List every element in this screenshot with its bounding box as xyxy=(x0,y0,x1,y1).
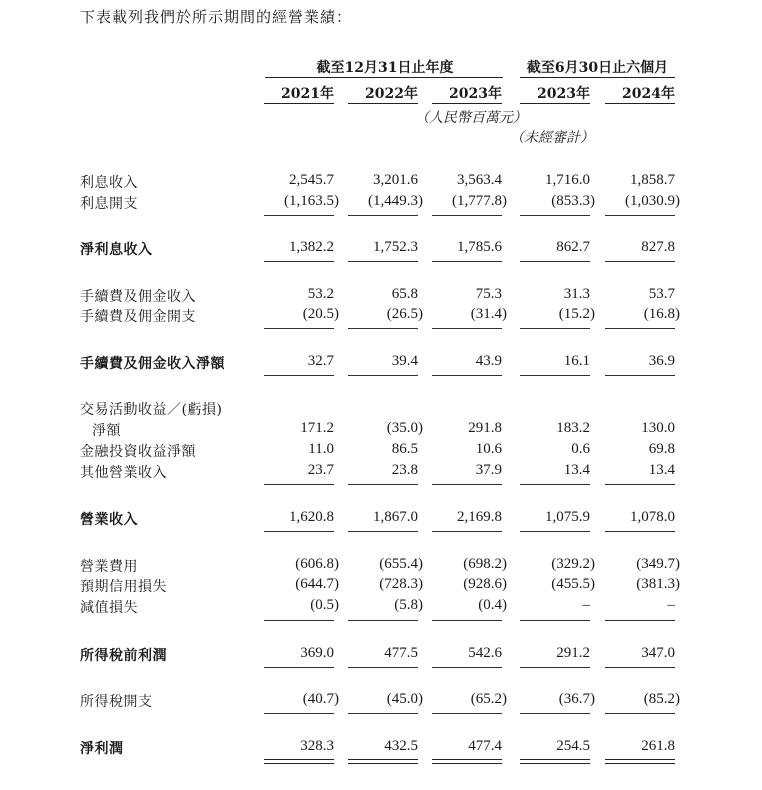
subtotal-rule xyxy=(264,713,334,714)
cell: 37.9 xyxy=(475,462,502,478)
subtotal-rule xyxy=(520,328,590,329)
row-label: 金融投資收益淨額 xyxy=(80,444,196,460)
header-rule xyxy=(264,103,334,104)
subtotal-rule xyxy=(264,328,334,329)
header-rule xyxy=(432,103,502,104)
cell: 369.0 xyxy=(300,645,334,661)
cell: (381.3) xyxy=(636,576,680,592)
cell: 183.2 xyxy=(556,420,590,436)
subtotal-rule xyxy=(348,531,418,532)
cell: 2,169.8 xyxy=(457,509,502,525)
subtotal-rule xyxy=(432,215,502,216)
cell: 1,620.8 xyxy=(289,509,334,525)
cell: (5.8) xyxy=(394,597,423,613)
row-label: 營業收入 xyxy=(80,512,138,528)
subtotal-rule xyxy=(264,531,334,532)
subtotal-rule xyxy=(432,484,502,485)
cell: 39.4 xyxy=(391,353,418,369)
cell: 86.5 xyxy=(391,441,418,457)
subtotal-rule xyxy=(605,531,675,532)
row-label: 其他營業收入 xyxy=(80,465,167,481)
cell: (349.7) xyxy=(636,556,680,572)
cell: (20.5) xyxy=(302,306,339,322)
cell: (1,030.9) xyxy=(625,193,680,209)
subtotal-rule xyxy=(432,713,502,714)
subtotal-rule xyxy=(264,620,334,621)
cell: (1,449.3) xyxy=(368,193,423,209)
row-label: 淨額 xyxy=(92,423,121,439)
row-label: 交易活動收益／(虧損) xyxy=(80,402,223,418)
cell: 254.5 xyxy=(556,738,590,754)
subtotal-rule xyxy=(605,375,675,376)
cell: 1,785.6 xyxy=(457,239,502,255)
cell: (26.5) xyxy=(386,306,423,322)
cell: 43.9 xyxy=(475,353,502,369)
cell: 10.6 xyxy=(475,441,502,457)
cell: (329.2) xyxy=(551,556,595,572)
total-double-rule xyxy=(264,759,334,764)
cell: (455.5) xyxy=(551,576,595,592)
header-year-2022: 2022年 xyxy=(365,86,418,102)
cell: 347.0 xyxy=(641,645,675,661)
subtotal-rule xyxy=(520,261,590,262)
intro-text: 下表載列我們於所示期間的經營業績： xyxy=(80,8,353,26)
total-double-rule xyxy=(348,759,418,764)
row-label: 預期信用損失 xyxy=(80,579,167,595)
cell: 171.2 xyxy=(300,420,334,436)
header-rule xyxy=(605,103,675,104)
row-label: 手續費及佣金收入 xyxy=(80,289,196,305)
cell: (40.7) xyxy=(302,691,339,707)
cell: (655.4) xyxy=(379,556,423,572)
cell: (36.7) xyxy=(558,691,595,707)
header-rule xyxy=(520,103,590,104)
subtotal-rule xyxy=(432,531,502,532)
cell: 1,382.2 xyxy=(289,239,334,255)
cell: 328.3 xyxy=(300,738,334,754)
row-label: 利息開支 xyxy=(80,196,138,212)
subtotal-rule xyxy=(264,484,334,485)
cell: (85.2) xyxy=(643,691,680,707)
cell: 1,858.7 xyxy=(630,172,675,188)
cell: 477.4 xyxy=(468,738,502,754)
subtotal-rule xyxy=(520,667,590,668)
subtotal-rule xyxy=(432,261,502,262)
row-label: 手續費及佣金收入淨額 xyxy=(80,356,225,372)
cell: 53.2 xyxy=(307,286,334,302)
header-year-2023: 2023年 xyxy=(449,86,502,102)
subtotal-rule xyxy=(605,328,675,329)
cell: (1,163.5) xyxy=(284,193,339,209)
subtotal-rule xyxy=(605,667,675,668)
cell: 261.8 xyxy=(641,738,675,754)
subtotal-rule xyxy=(520,375,590,376)
cell: 291.8 xyxy=(468,420,502,436)
cell: 542.6 xyxy=(468,645,502,661)
cell: (853.3) xyxy=(551,193,595,209)
cell: 1,867.0 xyxy=(373,509,418,525)
row-label: 營業費用 xyxy=(80,559,138,575)
subtotal-rule xyxy=(264,667,334,668)
total-double-rule xyxy=(520,759,590,764)
cell: 53.7 xyxy=(648,286,675,302)
cell: 0.6 xyxy=(571,441,590,457)
subtotal-rule xyxy=(432,620,502,621)
header-halfyear-group: 截至6月30日止六個月 xyxy=(526,60,669,76)
row-label: 淨利潤 xyxy=(80,741,124,757)
header-halfyear-group-rule xyxy=(520,77,675,78)
subtotal-rule xyxy=(348,215,418,216)
currency-unit: （人民幣百萬元） xyxy=(415,110,527,126)
cell: (31.4) xyxy=(470,306,507,322)
subtotal-rule xyxy=(432,667,502,668)
cell: 11.0 xyxy=(308,441,334,457)
subtotal-rule xyxy=(348,713,418,714)
cell: 23.8 xyxy=(391,462,418,478)
cell: 16.1 xyxy=(563,353,590,369)
cell: (0.5) xyxy=(310,597,339,613)
total-double-rule xyxy=(432,759,502,764)
header-year-group: 截至12月31日止年度 xyxy=(316,60,454,76)
subtotal-rule xyxy=(264,261,334,262)
cell: (644.7) xyxy=(295,576,339,592)
cell: (698.2) xyxy=(463,556,507,572)
subtotal-rule xyxy=(520,531,590,532)
subtotal-rule xyxy=(520,620,590,621)
cell: 31.3 xyxy=(563,286,590,302)
cell: 36.9 xyxy=(648,353,675,369)
row-label: 利息收入 xyxy=(80,175,138,191)
cell: (35.0) xyxy=(386,420,423,436)
header-rule xyxy=(348,103,418,104)
subtotal-rule xyxy=(264,375,334,376)
cell: (0.4) xyxy=(478,597,507,613)
cell: 2,545.7 xyxy=(289,172,334,188)
cell: 1,075.9 xyxy=(545,509,590,525)
cell: – xyxy=(582,597,590,613)
subtotal-rule xyxy=(432,375,502,376)
subtotal-rule xyxy=(432,328,502,329)
subtotal-rule xyxy=(348,375,418,376)
cell: 291.2 xyxy=(556,645,590,661)
cell: 65.8 xyxy=(391,286,418,302)
cell: 3,563.4 xyxy=(457,172,502,188)
cell: 32.7 xyxy=(307,353,334,369)
row-label: 減值損失 xyxy=(80,600,138,616)
cell: (928.6) xyxy=(463,576,507,592)
cell: (65.2) xyxy=(470,691,507,707)
cell: (728.3) xyxy=(379,576,423,592)
cell: 13.4 xyxy=(563,462,590,478)
header-year-2021: 2021年 xyxy=(281,86,334,102)
subtotal-rule xyxy=(348,620,418,621)
cell: 130.0 xyxy=(641,420,675,436)
cell: 1,716.0 xyxy=(545,172,590,188)
row-label: 所得稅開支 xyxy=(80,694,153,710)
subtotal-rule xyxy=(348,328,418,329)
cell: 827.8 xyxy=(641,239,675,255)
cell: (1,777.8) xyxy=(452,193,507,209)
subtotal-rule xyxy=(348,484,418,485)
cell: – xyxy=(667,597,675,613)
subtotal-rule xyxy=(605,620,675,621)
header-year-group-rule xyxy=(265,77,503,78)
subtotal-rule xyxy=(520,713,590,714)
cell: 69.8 xyxy=(648,441,675,457)
subtotal-rule xyxy=(264,215,334,216)
subtotal-rule xyxy=(605,484,675,485)
cell: 3,201.6 xyxy=(373,172,418,188)
subtotal-rule xyxy=(605,261,675,262)
row-label: 淨利息收入 xyxy=(80,242,153,258)
cell: 432.5 xyxy=(384,738,418,754)
cell: 477.5 xyxy=(384,645,418,661)
audit-note: （未經審計） xyxy=(510,130,594,146)
subtotal-rule xyxy=(520,215,590,216)
cell: (45.0) xyxy=(386,691,423,707)
row-label: 所得稅前利潤 xyxy=(80,648,167,664)
header-halfyear-2023: 2023年 xyxy=(537,86,590,102)
cell: (15.2) xyxy=(558,306,595,322)
subtotal-rule xyxy=(605,713,675,714)
cell: 1,078.0 xyxy=(630,509,675,525)
cell: 13.4 xyxy=(648,462,675,478)
row-label: 手續費及佣金開支 xyxy=(80,309,196,325)
header-halfyear-2024: 2024年 xyxy=(622,86,675,102)
cell: 23.7 xyxy=(307,462,334,478)
subtotal-rule xyxy=(605,215,675,216)
cell: 862.7 xyxy=(556,239,590,255)
subtotal-rule xyxy=(348,261,418,262)
total-double-rule xyxy=(605,759,675,764)
subtotal-rule xyxy=(348,667,418,668)
subtotal-rule xyxy=(520,484,590,485)
cell: (16.8) xyxy=(643,306,680,322)
cell: (606.8) xyxy=(295,556,339,572)
cell: 1,752.3 xyxy=(373,239,418,255)
cell: 75.3 xyxy=(475,286,502,302)
